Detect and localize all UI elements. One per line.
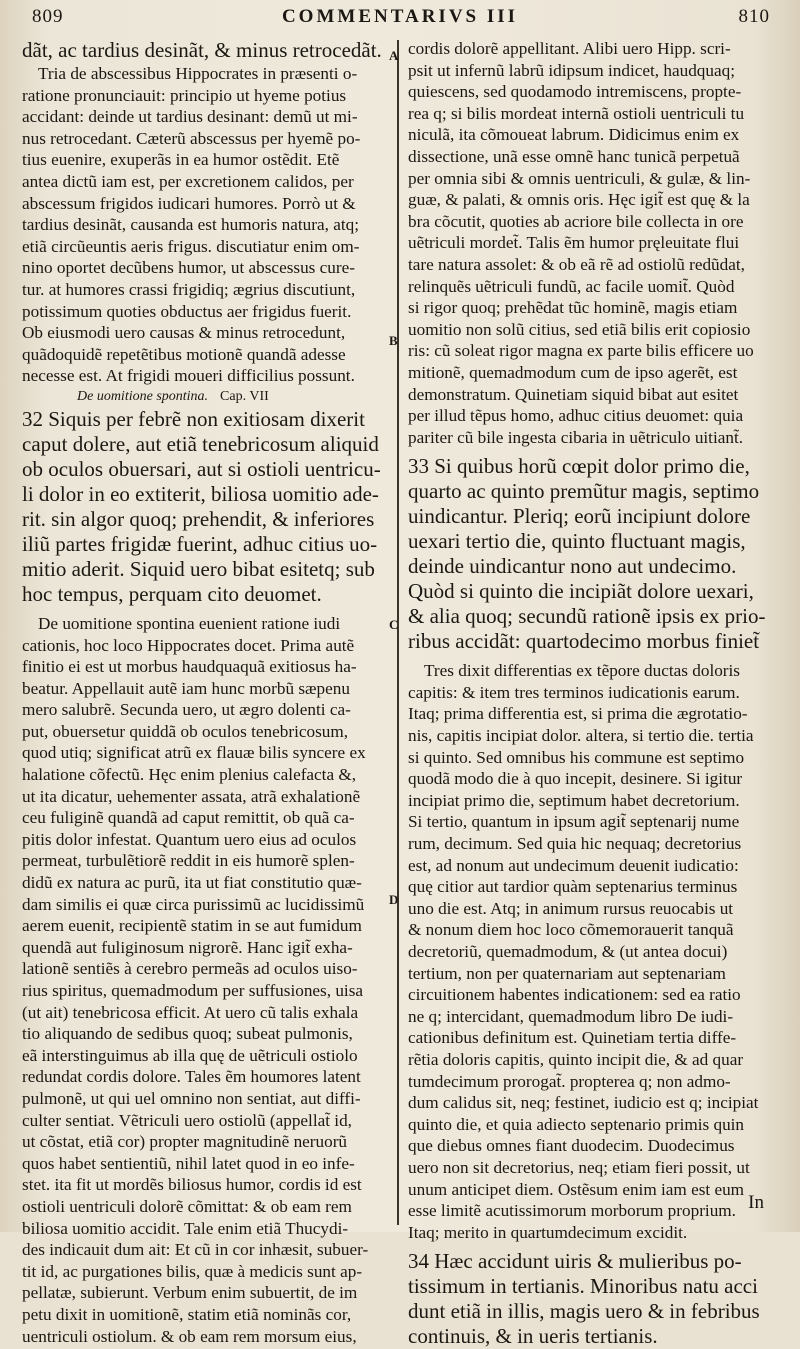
text-line: tumdecimum prorogat̃. propterea q; non admo- [408,1071,731,1091]
text-line: si rigor quoq; prehẽdat tũc hominẽ, magis etiam [408,298,738,318]
text-line: ostioli uentriculi dolorẽ cõmittat: & ob eam rem [22,1196,352,1216]
left-commentary-b [22,613,387,1347]
aphorism-line: 32 Siquis per febrẽ non exitiosam dixerit [22,406,365,431]
text-line: rius spiritus, quemadmodum per suffusiones, uisa [22,981,364,1000]
aphorism-line: mitio aderit. Siquid uero bibat esitetq; sub [22,556,375,581]
page-number-left: 809 [32,6,64,27]
text-line: tardius desinãt, causanda est humoris natura, atq; [22,215,359,235]
margin-letter-b: B [389,333,398,348]
margin-letter-c: C [389,617,399,632]
text-line: decretoriũ, quemadmodum, & (ut antea docui) [408,942,728,961]
text-line: ut cõstat, etiã cor) propter magnitudinẽ neruorũ [22,1132,348,1152]
aphorism-34 [408,1249,773,1349]
aphorism-33 [408,454,773,654]
text-line: mitionẽ, quemadmodum cum de ipso agerẽt, est [408,362,738,382]
text-line: incipiat primo die, septimum habet decretorium. [408,790,740,810]
text-line: etiã circũeuntis aeris frigus. discutiatur enim om- [22,236,360,256]
text-line: cordis dolorẽ appellitant. Alibi uero Hipp. scri- [408,39,731,58]
text-line: tare natura assolet: & ob eã rẽ ad ostiolũ redũdat, [408,254,745,274]
text-line: mero salubrẽ. Secunda uero, ut ægro dolenti ca- [22,700,351,720]
text-line: relinquẽs uẽtriculi fundũ, ac facile uomit̃. Quòd [408,276,735,296]
right-commentary-b [408,660,773,1243]
text-line: & nonum diem hoc loco cõmemorauerit tanquã [408,920,734,940]
text-line: tertium, non per quaternariam aut septenariam [408,963,726,983]
text-line: culter sentiat. Vẽtriculi uero ostiolũ (appellat̃ id, [22,1110,352,1130]
left-commentary-a [22,38,387,387]
aphorism-line: 33 Si quibus horũ cœpit dolor primo die, [408,454,750,479]
text-line: lationẽ sentiẽs à cerebro permeãs ad oculos uiso- [22,959,358,979]
text-line: dam similis ei quæ circa purissimũ ac lucidissimũ [22,894,365,914]
text-line: quodã modo die à quo incepit, desinere. Si igitur [408,769,743,789]
text-line: (ut ait) tenebricosa efficit. At uero cũ talis exhala [22,1002,359,1022]
text-line: Tria de abscessibus Hippocrates in præsenti o- [38,64,358,83]
text-line: uentriculi ostiolum. & ob eam rem morsum eius, [22,1326,357,1346]
text-line: uomitio non solũ citius, sed etiã bilis erit copiosio [408,319,751,339]
text-line: dum calidus sit, neq; festinet, iudicio est q; incipiat [408,1093,759,1113]
text-line: Itaq; merito in quartumdecimum excidit. [408,1222,688,1242]
text-line: quod utiq; significat atrũ ex flauæ bilis syncere ex [22,743,366,763]
text-line: est, ad nonum aut undecimum deuenit iudicatio: [408,855,739,875]
text-line: demonstratum. Quinetiam siquid bibat aut esitet [408,384,739,404]
text-line: ratione pronunciauit: principio ut hyeme potius [22,85,347,105]
text-line: nus retrocedant. Cæterũ abscessus per hyemẽ po- [22,128,361,148]
text-line: pitis dolor infestat. Quantum uero eius ad oculos [22,829,357,849]
text-line: abscessum frigidos iudicari humores. Porrò ut & [22,193,356,213]
text-line: biliosa uomitio accidit. Tale enim etiã Thucydi- [22,1218,349,1238]
text-line: guæ, & palati, & omnis oris. Hęc igit̃ est quę & la [408,190,750,210]
text-line: redundat cordis dolore. Tales ẽm houmores latent [22,1067,361,1087]
text-line: beatur. Appellauit autẽ iam hunc morbũ sæpenu [22,678,350,698]
aphorism-line: tissimum in tertianis. Minoribus natu acci [408,1274,758,1299]
aphorism-line: hoc tempus, perquam cito deuomet. [22,581,322,606]
text-line: nis, capitis incipiat dolor. altera, si tertio die. tertia [408,726,754,746]
text-line: ne q; intercidant, quemadmodum libro De iudi- [408,1006,734,1026]
aphorism-line: ob oculos obuersari, aut si ostioli uentricu- [22,456,381,481]
text-line: aerem euenit, recipientẽ statim in se aut fumidum [22,916,362,936]
text-line: tius euenire, exuperãs in ea humor ostẽdit. Etẽ [22,150,340,170]
text-line: per omnia sibi & omnis uentriculi, & gulæ, & lin- [408,168,751,188]
text-line: ut ita dicatur, uehementer assata, atrã exhalationẽ [22,786,361,806]
aphorism-line: uexari tertio die, quinto fluctuant magis, [408,529,746,554]
aphorism-line: ribus accidãt: quartodecimo morbus finiet̃ [408,629,760,654]
aphorism-line: quarto ac quinto premũtur magis, septimo [408,479,760,504]
aphorism-line: & alia quoq; secundũ rationẽ ipsis ex prio- [408,604,766,629]
text-line: capitis: & item tres terminos iudicationis earum. [408,682,740,702]
text-line: pulmonẽ, ut qui uel omnino non sentiat, aut diffi- [22,1088,361,1108]
aphorism-32 [22,407,387,607]
left-column [22,38,387,1347]
aphorism-line: iliũ partes frigidæ fuerint, adhuc citius uo- [22,531,378,556]
text-line: quę citior aut tardior quàm septenarius terminus [408,877,738,897]
text-line: quãdoquidẽ repetẽtibus motionẽ quandã adesse [22,344,346,364]
chapter-heading [22,387,387,407]
text-line: dissectione, unã esse omnẽ hanc tunicã perpetuã [408,146,740,166]
aphorism-line: 34 Hæc accidunt uiris & mulieribus po- [408,1249,742,1274]
text-line: potissimum quoties obductus aer frigidus fuerit. [22,301,352,321]
text-line: pellatæ, subierunt. Verbum enim subuertit, de im [22,1283,358,1303]
margin-letter-a: A [389,48,399,63]
text-line: stet. ita fit ut mordẽs biliosus humor, cordis id est [22,1175,362,1195]
text-line: quos habet sentientiũ, nihil latet quod in eo infe- [22,1153,355,1173]
text-line: Itaq; prima differentia est, si prima die ægrotatio- [408,704,748,724]
text-line: des indicauit dum ait: Et cũ in cor inhæsit, subuer- [22,1240,369,1260]
right-column [408,38,773,1349]
text-line: necesse est. At frigidi moueri difficilius possunt. [22,366,355,386]
text-line: bra cõcutit, quoties ab acriore bile collecta in ore [408,211,744,231]
text-line: per illud tẽpus homo, adhuc citius deuomet: quia [408,406,744,426]
text-line: ceu fuliginẽ quandã ad caput remittit, ob quã ca- [22,808,355,828]
aphorism-line: dunt etiã in illis, magis uero & in febribus [408,1299,760,1324]
text-line: antea dictũ iam est, per excretionem calidos, per [22,171,354,191]
page-number-right: 810 [738,6,770,27]
text-line: nino oportet decũbens humor, ut abscessus cure- [22,258,355,278]
text-line: que diebus omnes fiant duodecim. Duodecimus [408,1136,735,1156]
text-line: De uomitione spontina euenient ratione iudi [38,613,341,633]
aphorism-line: Quòd si quinto die incipiãt dolore uexari, [408,579,754,604]
text-line: ris: cũ soleat rigor magna ex parte bilis efficere uo [408,341,754,361]
text-line: rẽtia doloris capitis, quinto incipit die, & ad quar [408,1049,744,1069]
text-line: accidant: deinde ut tardius desinant: demũ ut mi- [22,107,358,127]
text-line: quendã aut fuliginosum nigrorẽ. Hanc igit̃ exha- [22,937,353,957]
text-line: eã interstinguimus ab illa quę de uẽtriculi ostiolo [22,1045,358,1065]
right-commentary-a [408,38,773,448]
text-line: cationis, hoc loco Hippocrates docet. Prima autẽ [22,635,355,655]
text-line: tio aliquando de sedibus quoq; subeat pulmonis, [22,1024,353,1044]
aphorism-line: continuis, & in ueris tertianis. [408,1324,658,1349]
aphorism-line: li dolor in eo extiterit, biliosa uomitio ade- [22,481,379,506]
margin-letter-d: D [389,892,399,907]
text-line: Si tertio, quantum in ipsum agit̃ septenarij nume [408,812,740,832]
text-line: rea q; si bilis mordeat internã ostioli uentriculi tu [408,103,745,123]
aphorism-line: caput dolere, aut etiã tenebricosum aliquid [22,431,379,456]
text-line: permeat, turbulẽtiorẽ reddit in eis humorẽ splen- [22,851,355,871]
text-line: petu dixit in uomitionẽ, statim etiã nominãs cor, [22,1304,352,1324]
text-line: quinto die, et quia adiecto septenario primis quin [408,1114,745,1134]
text-line: didũ ex natura ac purũ, ita ut fiat constitutio quæ- [22,873,362,893]
text-line: rum, decimum. Sed quia hic nequaq; decretorius [408,834,742,854]
text-line: unum anticipet diem. Ostẽsum enim iam est eum [408,1179,745,1199]
text-line: pariter cũ bile ingesta cibaria in uẽtriculo uitiant̃. [408,427,744,447]
chapter-number: Cap. VII [220,388,269,404]
text-line: dãt, ac tardius desinãt, & minus retrocedãt. [22,38,382,62]
running-title: COMMENTARIVS III [281,6,519,27]
text-line: uero non sit decretorius, neq; etiam fieri possit, ut [408,1157,750,1177]
text-line: tur. at humores crassi frigidiq; ægrius discutiunt, [22,279,356,299]
aphorism-line: deinde uindicantur nono aut undecimo. [408,554,737,579]
text-line: uẽtriculi mordet̃. Talis ẽm humor pręleuitate flui [408,233,740,253]
text-line: put, obuersetur quiddã ob oculos tenebricosum, [22,721,349,741]
text-line: cationibus definitum est. Quinetiam tertia diffe- [408,1028,737,1048]
text-line: finitio ei est ut morbus haudquaquã exitiosus ha- [22,657,357,677]
text-line: si quinto. Sed omnibus his commune est septimo [408,747,745,767]
chapter-title: De uomitione spontina. [77,388,209,404]
text-line: quiescens, sed quodamodo intremiscens, propte- [408,82,742,102]
aphorism-line: uindicantur. Pleriq; eorũ incipiunt dolore [408,504,751,529]
text-line: Ob eiusmodi uero causas & minus retrocedunt, [22,323,346,343]
text-line: esse limitẽ acutissimorum morborum proprium. [408,1201,736,1221]
text-line: niculã, ita cõmoueat labrum. Didicimus enim ex [408,125,740,145]
text-line: Tres dixit differentias ex tẽpore ductas doloris [424,661,740,681]
text-line: uno die est. Atq; in animum rursus reuocabis ut [408,898,734,918]
aphorism-line: rit. sin algor quoq; prehendit, & inferiores [22,506,375,531]
text-line: psit ut infernũ labrũ idipsum indicet, haudquaq; [408,60,735,80]
text-line: halatione cõfectũ. Hęc enim plenius calefacta &, [22,765,357,785]
text-line: circuitionem habentes indicationem: sed ea ratio [408,985,741,1005]
running-header [0,0,800,40]
catchword: In [748,1192,764,1213]
text-line: tit id, ac purgationes bilis, quæ à medicis sunt ap- [22,1261,363,1281]
